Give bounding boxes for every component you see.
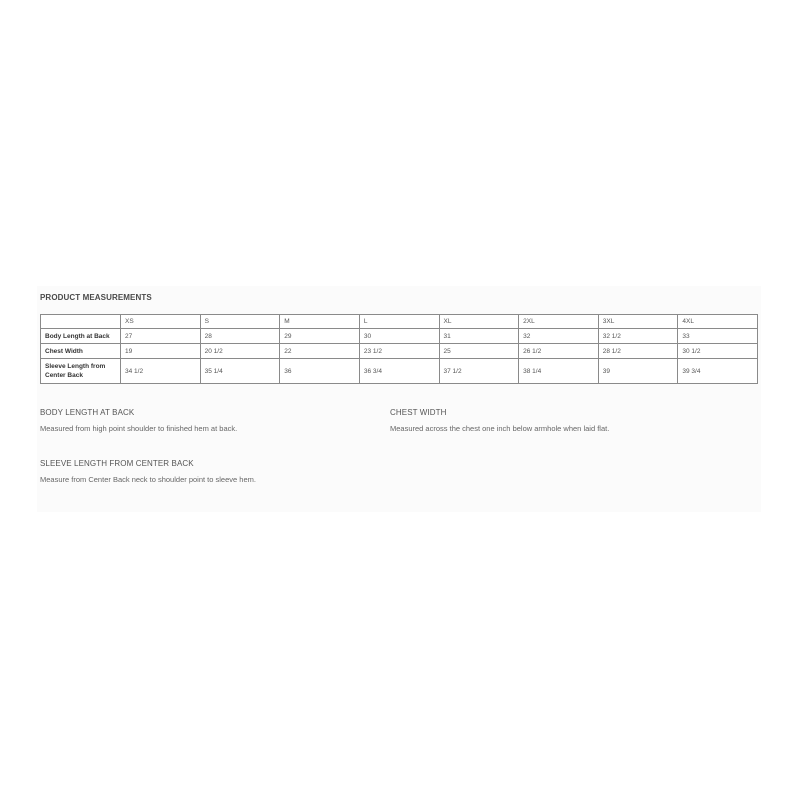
table-cell: 33 <box>678 329 758 344</box>
size-header: 2XL <box>519 315 599 329</box>
table-header-row <box>41 315 758 329</box>
definition-chest-width <box>390 408 609 433</box>
table-cell: 37 1/2 <box>439 359 519 384</box>
table-cell: 36 <box>280 359 360 384</box>
size-header: 4XL <box>678 315 758 329</box>
table-cell: 39 <box>598 359 678 384</box>
definition-heading: CHEST WIDTH <box>390 408 447 417</box>
table-row <box>41 359 758 384</box>
table-cell: 31 <box>439 329 519 344</box>
table-cell: 35 1/4 <box>200 359 280 384</box>
size-header: XL <box>439 315 519 329</box>
table-cell: 23 1/2 <box>359 344 439 359</box>
row-label: Chest Width <box>41 344 121 359</box>
table-cell: 30 <box>359 329 439 344</box>
size-header: S <box>200 315 280 329</box>
table-cell: 20 1/2 <box>200 344 280 359</box>
definition-heading: SLEEVE LENGTH FROM CENTER BACK <box>40 459 194 468</box>
definition-body-length <box>40 408 237 433</box>
size-header: L <box>359 315 439 329</box>
table-corner-cell <box>41 315 121 329</box>
table-cell: 39 3/4 <box>678 359 758 384</box>
table-cell: 28 <box>200 329 280 344</box>
definition-text: Measured across the chest one inch below armhole when laid flat. <box>390 424 610 433</box>
table-row <box>41 344 758 359</box>
table-cell: 34 1/2 <box>121 359 201 384</box>
table-cell: 32 <box>519 329 599 344</box>
table-cell: 19 <box>121 344 201 359</box>
definition-heading: BODY LENGTH AT BACK <box>40 408 135 417</box>
table-cell: 38 1/4 <box>519 359 599 384</box>
definition-text: Measured from high point shoulder to finished hem at back. <box>40 424 238 433</box>
table-cell: 22 <box>280 344 360 359</box>
table-cell: 30 1/2 <box>678 344 758 359</box>
row-label: Body Length at Back <box>41 329 121 344</box>
table-cell: 29 <box>280 329 360 344</box>
table-cell: 32 1/2 <box>598 329 678 344</box>
size-chart-table <box>40 314 758 384</box>
table-cell: 36 3/4 <box>359 359 439 384</box>
table-cell: 26 1/2 <box>519 344 599 359</box>
size-header: 3XL <box>598 315 678 329</box>
definition-text: Measure from Center Back neck to shoulder point to sleeve hem. <box>40 475 256 484</box>
section-title: PRODUCT MEASUREMENTS <box>40 293 152 302</box>
table-cell: 25 <box>439 344 519 359</box>
size-header: XS <box>121 315 201 329</box>
table-cell: 27 <box>121 329 201 344</box>
table-cell: 28 1/2 <box>598 344 678 359</box>
row-label: Sleeve Length from Center Back <box>41 359 121 384</box>
size-header: M <box>280 315 360 329</box>
table-row <box>41 329 758 344</box>
definition-sleeve-length <box>40 459 256 484</box>
